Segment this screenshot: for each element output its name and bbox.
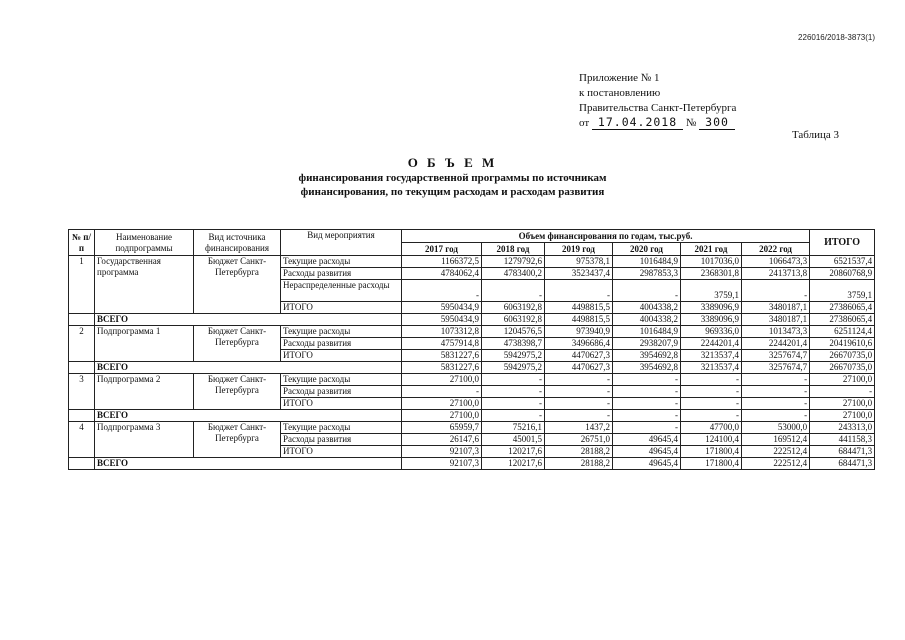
activity-type: Текущие расходы (281, 326, 402, 338)
year-value: 1166372,5 (402, 256, 482, 268)
total-year-value: 49645,4 (613, 458, 681, 470)
total-year-value: 120217,6 (482, 458, 545, 470)
year-value: 124100,4 (681, 434, 742, 446)
year-value: 171800,4 (681, 446, 742, 458)
total-year-value: - (482, 410, 545, 422)
header-year: 2021 год (681, 243, 742, 256)
year-value: 49645,4 (613, 446, 681, 458)
total-label: ВСЕГО (95, 410, 402, 422)
year-value: 222512,4 (742, 446, 810, 458)
title-block (0, 155, 905, 199)
header-source: Вид источника финансирования (194, 230, 281, 256)
year-value: - (482, 280, 545, 302)
header-subprogram: Наименование подпрограммы (95, 230, 194, 256)
total-year-value: 5942975,2 (482, 362, 545, 374)
header-year: 2022 год (742, 243, 810, 256)
year-value: 2368301,8 (681, 268, 742, 280)
year-value: 92107,3 (402, 446, 482, 458)
approval-date-line (579, 116, 736, 131)
total-year-value: 6063192,8 (482, 314, 545, 326)
header-activity: Вид мероприятия (281, 230, 402, 256)
year-value: 5950434,9 (402, 302, 482, 314)
total-year-value: 171800,4 (681, 458, 742, 470)
subprogram-name: Подпрограмма 2 (95, 374, 194, 410)
year-value: 65959,7 (402, 422, 482, 434)
year-value: - (681, 398, 742, 410)
year-value: 3496686,4 (545, 338, 613, 350)
total-year-value: 3257674,7 (742, 362, 810, 374)
total-year-value: 5950434,9 (402, 314, 482, 326)
total-year-value: 4004338,2 (613, 314, 681, 326)
table-row (69, 326, 875, 338)
total-year-value: 3213537,4 (681, 362, 742, 374)
total-year-value: 3389096,9 (681, 314, 742, 326)
year-value: - (482, 386, 545, 398)
row-total-value: - (810, 386, 875, 398)
total-year-value: - (742, 410, 810, 422)
table-row (69, 422, 875, 434)
activity-type: ИТОГО (281, 446, 402, 458)
document-subtitle-line-2: финансирования, по текущим расходам и расходам развития (300, 186, 605, 198)
year-value: - (613, 422, 681, 434)
date-prefix: от (579, 117, 590, 129)
total-row-blank (69, 410, 95, 422)
year-value: - (742, 398, 810, 410)
year-value: 1204576,5 (482, 326, 545, 338)
total-year-value: - (681, 410, 742, 422)
subprogram-name: Подпрограмма 1 (95, 326, 194, 362)
year-value: 2987853,3 (613, 268, 681, 280)
approval-line: к постановлению (579, 87, 661, 99)
year-value: 75216,1 (482, 422, 545, 434)
year-value: 3257674,7 (742, 350, 810, 362)
year-value: 3389096,9 (681, 302, 742, 314)
total-year-value: 4498815,5 (545, 314, 613, 326)
activity-type: ИТОГО (281, 398, 402, 410)
row-total-value: 6251124,4 (810, 326, 875, 338)
year-value: 1437,2 (545, 422, 613, 434)
total-year-value: 92107,3 (402, 458, 482, 470)
year-value: - (742, 374, 810, 386)
subprogram-name: Государственная программа (95, 256, 194, 314)
funding-source: Бюджет Санкт-Петербурга (194, 374, 281, 410)
year-value: 4498815,5 (545, 302, 613, 314)
year-value: 1073312,8 (402, 326, 482, 338)
year-value: - (613, 386, 681, 398)
row-number: 1 (69, 256, 95, 314)
year-value: 6063192,8 (482, 302, 545, 314)
table-header (69, 230, 875, 256)
year-value: - (545, 280, 613, 302)
total-year-value: 222512,4 (742, 458, 810, 470)
grand-total-value: 684471,3 (810, 458, 875, 470)
year-value: 3759,1 (681, 280, 742, 302)
row-total-value: 243313,0 (810, 422, 875, 434)
decree-number: 300 (699, 116, 735, 130)
year-value: 49645,4 (613, 434, 681, 446)
year-value: 5831227,6 (402, 350, 482, 362)
year-value: 169512,4 (742, 434, 810, 446)
approval-line: Правительства Санкт-Петербурга (579, 102, 737, 114)
year-value: 2244201,4 (742, 338, 810, 350)
year-value: 969336,0 (681, 326, 742, 338)
activity-type: ИТОГО (281, 350, 402, 362)
grand-total-value: 26670735,0 (810, 362, 875, 374)
row-total-value: 684471,3 (810, 446, 875, 458)
year-value: 1066473,3 (742, 256, 810, 268)
document-id: 226016/2018-3873(1) (798, 33, 875, 42)
year-value: 4470627,3 (545, 350, 613, 362)
grand-total-value: 27386065,4 (810, 314, 875, 326)
header-volume: Объем финансирования по годам, тыс.руб. (402, 230, 810, 243)
year-value: 2938207,9 (613, 338, 681, 350)
activity-type: Расходы развития (281, 268, 402, 280)
group-total-row (69, 410, 875, 422)
year-value: 1279792,6 (482, 256, 545, 268)
number-prefix: № (685, 117, 697, 129)
header-year: 2017 год (402, 243, 482, 256)
row-total-value: 441158,3 (810, 434, 875, 446)
year-value: - (402, 386, 482, 398)
header-year: 2019 год (545, 243, 613, 256)
table-number-label: Таблица 3 (791, 129, 839, 141)
year-value: 3480187,1 (742, 302, 810, 314)
total-label: ВСЕГО (95, 458, 402, 470)
year-value: 2413713,8 (742, 268, 810, 280)
year-value: 1017036,0 (681, 256, 742, 268)
year-value: - (482, 398, 545, 410)
year-value: 2244201,4 (681, 338, 742, 350)
year-value: 975378,1 (545, 256, 613, 268)
total-year-value: - (613, 410, 681, 422)
activity-type: Расходы развития (281, 434, 402, 446)
funding-source: Бюджет Санкт-Петербурга (194, 326, 281, 362)
table-row (69, 374, 875, 386)
year-value: 53000,0 (742, 422, 810, 434)
grand-total-value: 27100,0 (810, 410, 875, 422)
year-value: 4757914,8 (402, 338, 482, 350)
activity-type: Нераспределенные расходы (281, 280, 402, 302)
year-value: 1016484,9 (613, 326, 681, 338)
header-year: 2018 год (482, 243, 545, 256)
year-value: - (482, 374, 545, 386)
row-number: 4 (69, 422, 95, 458)
approval-block (579, 71, 736, 131)
activity-type: Текущие расходы (281, 256, 402, 268)
year-value: 4784062,4 (402, 268, 482, 280)
year-value: 120217,6 (482, 446, 545, 458)
year-value: - (545, 374, 613, 386)
row-total-value: 20860768,9 (810, 268, 875, 280)
decree-date: 17.04.2018 (592, 116, 683, 130)
approval-line: Приложение № 1 (579, 72, 660, 84)
activity-type: Текущие расходы (281, 374, 402, 386)
year-value: 47700,0 (681, 422, 742, 434)
activity-type: Текущие расходы (281, 422, 402, 434)
year-value: - (742, 280, 810, 302)
year-value: 3954692,8 (613, 350, 681, 362)
year-value: 27100,0 (402, 398, 482, 410)
document-subtitle-line-1: финансирования государственной программы по источникам (298, 172, 607, 184)
group-total-row (69, 314, 875, 326)
row-total-value: 27100,0 (810, 374, 875, 386)
year-value: 27100,0 (402, 374, 482, 386)
year-value: 5942975,2 (482, 350, 545, 362)
row-total-value: 27100,0 (810, 398, 875, 410)
total-row-blank (69, 458, 95, 470)
total-year-value: 3954692,8 (613, 362, 681, 374)
total-year-value: 28188,2 (545, 458, 613, 470)
year-value: - (613, 398, 681, 410)
total-row-blank (69, 362, 95, 374)
year-value: 4004338,2 (613, 302, 681, 314)
total-label: ВСЕГО (95, 314, 402, 326)
year-value: - (742, 386, 810, 398)
group-total-row (69, 458, 875, 470)
row-total-value: 3759,1 (810, 280, 875, 302)
subprogram-name: Подпрограмма 3 (95, 422, 194, 458)
activity-type: Расходы развития (281, 338, 402, 350)
total-year-value: 3480187,1 (742, 314, 810, 326)
activity-type: ИТОГО (281, 302, 402, 314)
year-value: 28188,2 (545, 446, 613, 458)
total-year-value: 4470627,3 (545, 362, 613, 374)
row-total-value: 20419610,6 (810, 338, 875, 350)
year-value: - (402, 280, 482, 302)
year-value: - (681, 386, 742, 398)
year-value: 26751,0 (545, 434, 613, 446)
year-value: - (613, 280, 681, 302)
funding-source: Бюджет Санкт-Петербурга (194, 422, 281, 458)
year-value: 45001,5 (482, 434, 545, 446)
header-total: ИТОГО (810, 230, 875, 256)
funding-table (68, 229, 875, 470)
total-label: ВСЕГО (95, 362, 402, 374)
total-year-value: 27100,0 (402, 410, 482, 422)
year-value: 4783400,2 (482, 268, 545, 280)
table-row (69, 256, 875, 268)
year-value: 1013473,3 (742, 326, 810, 338)
header-num: № п/п (69, 230, 95, 256)
row-total-value: 6521537,4 (810, 256, 875, 268)
row-number: 3 (69, 374, 95, 410)
row-number: 2 (69, 326, 95, 362)
document-title: О Б Ъ Е М (407, 155, 498, 170)
year-value: - (545, 386, 613, 398)
header-year: 2020 год (613, 243, 681, 256)
table-body (69, 256, 875, 470)
year-value: - (681, 374, 742, 386)
group-total-row (69, 362, 875, 374)
activity-type: Расходы развития (281, 386, 402, 398)
total-year-value: - (545, 410, 613, 422)
total-year-value: 5831227,6 (402, 362, 482, 374)
year-value: - (545, 398, 613, 410)
year-value: 26147,6 (402, 434, 482, 446)
year-value: 4738398,7 (482, 338, 545, 350)
year-value: - (613, 374, 681, 386)
row-total-value: 27386065,4 (810, 302, 875, 314)
year-value: 3523437,4 (545, 268, 613, 280)
year-value: 1016484,9 (613, 256, 681, 268)
year-value: 3213537,4 (681, 350, 742, 362)
row-total-value: 26670735,0 (810, 350, 875, 362)
year-value: 973940,9 (545, 326, 613, 338)
total-row-blank (69, 314, 95, 326)
funding-source: Бюджет Санкт-Петербурга (194, 256, 281, 314)
